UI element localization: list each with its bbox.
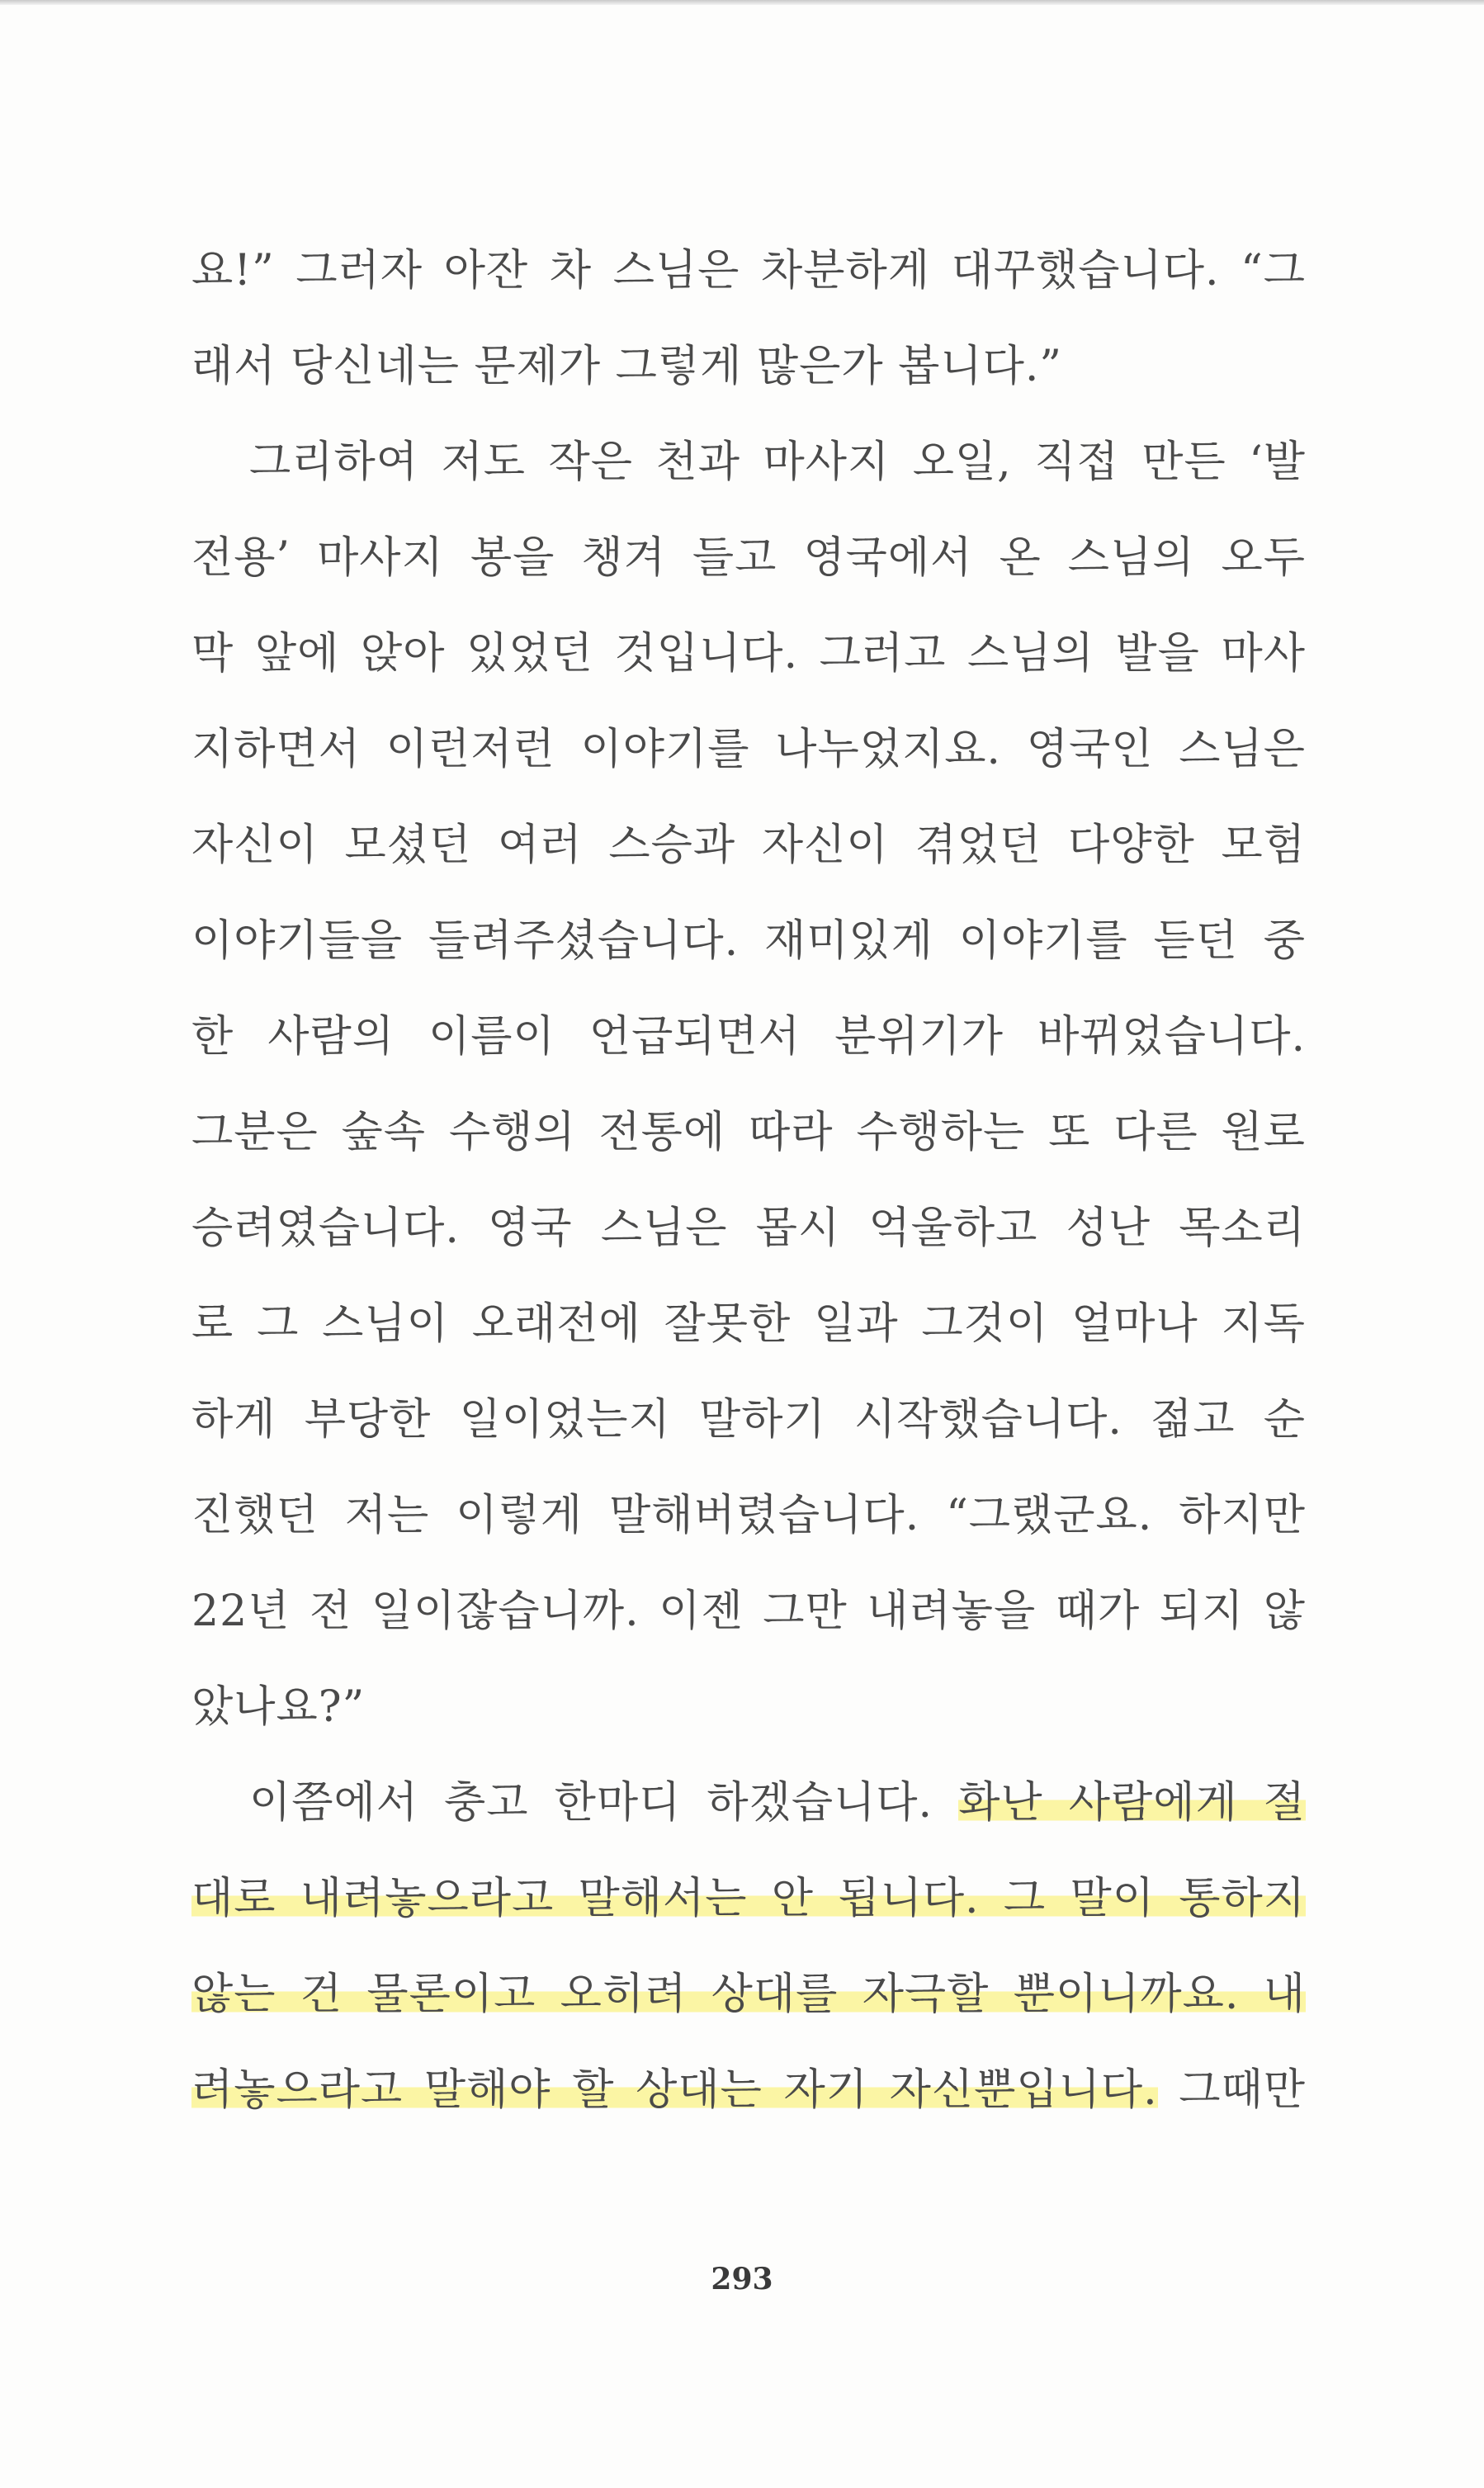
text-line: 래서 당신네는 문제가 그렇게 많은가 봅니다.” <box>191 342 1062 391</box>
text-line: 승려였습니다. 영국 스님은 몹시 억울하고 성난 목소리 <box>191 1204 1306 1253</box>
highlighted-text: 대로 내려놓으라고 말해서는 안 됩니다. 그 말이 통하지 <box>191 1874 1306 1923</box>
page-number: 293 <box>711 2262 773 2296</box>
text-line <box>191 2042 1306 2138</box>
highlighted-text: 않는 건 물론이고 오히려 상대를 자극할 뿐이니까요. 내 <box>191 1970 1306 2019</box>
text-line <box>191 1851 1306 1946</box>
text-line: 한 사람의 이름이 언급되면서 분위기가 바뀌었습니다. <box>191 1012 1306 1062</box>
text-line: 22년 전 일이잖습니까. 이젠 그만 내려놓을 때가 되지 않 <box>191 1587 1306 1636</box>
text-line: 전용’ 마사지 봉을 챙겨 들고 영국에서 온 스님의 오두 <box>191 533 1306 583</box>
text-line: 로 그 스님이 오래전에 잘못한 일과 그것이 얼마나 지독 <box>191 1299 1306 1349</box>
text-line <box>191 1946 1306 2042</box>
text-line: 그리하여 저도 작은 천과 마사지 오일, 직접 만든 ‘발 <box>249 438 1306 487</box>
text-line: 았나요?” <box>191 1682 366 1732</box>
body-text <box>191 223 1306 2138</box>
text-line: 막 앞에 앉아 있었던 것입니다. 그러고 스님의 발을 마사 <box>191 629 1306 679</box>
text-line: 진했던 저는 이렇게 말해버렸습니다. “그랬군요. 하지만 <box>191 1491 1306 1540</box>
page-top-edge <box>0 0 1484 5</box>
text-line: 하게 부당한 일이었는지 말하기 시작했습니다. 젊고 순 <box>191 1395 1306 1445</box>
text-line: 지하면서 이런저런 이야기를 나누었지요. 영국인 스님은 <box>191 725 1306 774</box>
text-line: 요!” 그러자 아잔 차 스님은 차분하게 대꾸했습니다. “그 <box>191 246 1306 296</box>
highlighted-text: 화난 사람에게 절 <box>958 1778 1307 1828</box>
text-line: 이야기들을 들려주셨습니다. 재미있게 이야기를 듣던 중 <box>191 916 1306 966</box>
text-line: 그분은 숲속 수행의 전통에 따라 수행하는 또 다른 원로 <box>191 1108 1306 1157</box>
text-line: 자신이 모셨던 여러 스승과 자신이 겪었던 다양한 모험 <box>191 821 1306 870</box>
text-line <box>191 1755 1306 1851</box>
highlighted-text: 려놓으라고 말해야 할 상대는 자기 자신뿐입니다. <box>191 2065 1158 2115</box>
text-segment: 그때만 <box>1179 2065 1306 2115</box>
text-segment: 이쯤에서 충고 한마디 하겠습니다. <box>249 1778 933 1828</box>
